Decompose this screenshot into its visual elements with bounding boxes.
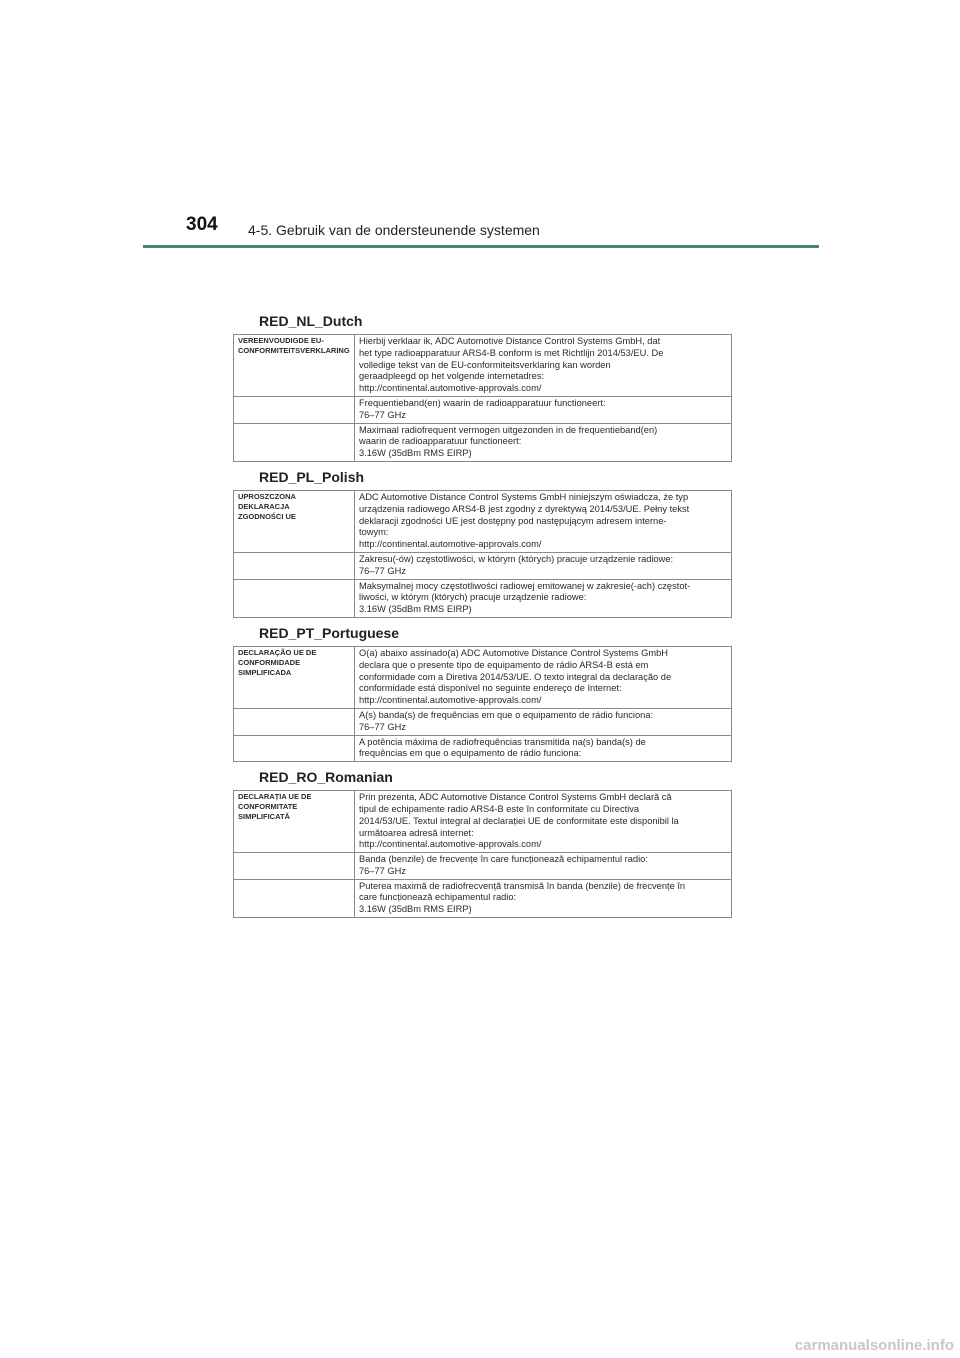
row-text-line: Frequentieband(en) waarin de radioapparatuur functioneert: (359, 397, 606, 408)
row-text-line: următoarea adresă internet: (359, 827, 474, 838)
row-text-cell (355, 879, 732, 917)
row-label-cell (234, 396, 355, 423)
row-label-line: DECLARAȚIA UE DE (238, 792, 312, 802)
row-text-line: 76–77 GHz (359, 409, 407, 420)
row-text-line: 76–77 GHz (359, 865, 407, 876)
table-row (234, 879, 732, 917)
row-text-cell (355, 490, 732, 552)
chapter-title: 4-5. Gebruik van de ondersteunende systemen (248, 222, 540, 238)
row-text-line: 76–77 GHz (359, 565, 407, 576)
row-text-line: deklaracji zgodności UE jest dostępny pod następującym adresem interne- (359, 515, 667, 526)
row-label-line: ZGODNOŚCI UE (238, 511, 296, 521)
row-label-line: CONFORMITATE (238, 802, 298, 812)
header-rule (143, 245, 819, 248)
row-text-line: urządzenia radiowego ARS4-B jest zgodny z dyrektywą 2014/53/UE. Pełny tekst (359, 503, 690, 514)
row-text-line: ADC Automotive Distance Control Systems GmbH niniejszym oświadcza, że typ (359, 491, 689, 502)
row-label-cell (234, 708, 355, 735)
declaration-section (226, 468, 736, 618)
row-text-line: http://continental.automotive-approvals.com/ (359, 539, 542, 550)
row-text-line: 76–77 GHz (359, 721, 407, 732)
row-text-line: http://continental.automotive-approvals.com/ (359, 695, 542, 706)
page-number: 304 (186, 214, 218, 235)
row-text-cell (355, 853, 732, 880)
row-label-cell (234, 335, 355, 397)
row-label-line: SIMPLIFICADA (238, 667, 292, 677)
row-text-line: care funcționează echipamentul radio: (359, 892, 517, 903)
table-row (234, 423, 732, 461)
row-text-cell (355, 735, 732, 762)
declaration-section (226, 312, 736, 462)
row-text-cell (355, 646, 732, 708)
watermark: carmanualsonline.info (794, 1337, 954, 1354)
row-label-line: UPROSZCZONA (238, 491, 296, 501)
row-text-line: 2014/53/UE. Textul integral al declarației UE de conformitate este disponibil la (359, 815, 679, 826)
row-text-line: A potência máxima de radiofrequências transmitida na(s) banda(s) de (359, 736, 646, 747)
row-text-cell (355, 579, 732, 617)
row-text-line: O(a) abaixo assinado(a) ADC Automotive Distance Control Systems GmbH (359, 647, 668, 658)
row-label-line: CONFORMITEITSVERKLARING (238, 346, 350, 355)
row-label-cell (234, 791, 355, 853)
row-text-line: het type radioapparatuur ARS4-B conform is met Richtlijn 2014/53/EU. De (359, 347, 664, 358)
row-text-line: A(s) banda(s) de frequências em que o equipamento de rádio funciona: (359, 709, 654, 720)
declaration-section (226, 624, 736, 762)
row-text-line: tipul de echipamente radio ARS4-B este în conformitate cu Directiva (359, 803, 640, 814)
table-row (234, 335, 732, 397)
row-text-line: geraadpleegd op het volgende internetadres: (359, 371, 545, 382)
row-text-line: towym: (359, 527, 389, 538)
row-text-line: 3.16W (35dBm RMS EIRP) (359, 448, 472, 459)
row-text-line: volledige tekst van de EU-conformiteitsverklaring kan worden (359, 359, 611, 370)
row-text-cell (355, 335, 732, 397)
row-label-line: SIMPLIFICATĂ (238, 812, 290, 822)
table-row (234, 735, 732, 762)
declaration-table (233, 790, 732, 918)
row-text-line: Prin prezenta, ADC Automotive Distance Control Systems GmbH declară că (359, 792, 672, 803)
row-text-line: Hierbij verklaar ik, ADC Automotive Distance Control Systems GmbH, dat (359, 336, 661, 346)
row-label-line: DECLARAÇÃO UE DE (238, 647, 317, 657)
declaration-table (233, 646, 732, 762)
row-text-line: liwości, w którym (których) pracuje urządzenie radiowe: (359, 592, 587, 603)
declaration-section (226, 768, 736, 918)
table-row (234, 791, 732, 853)
declarations-block (226, 312, 736, 924)
table-row (234, 708, 732, 735)
row-label-cell (234, 853, 355, 880)
row-text-line: waarin de radioapparatuur functioneert: (359, 436, 522, 447)
row-text-cell (355, 396, 732, 423)
row-text-line: Maksymalnej mocy częstotliwości radiowej emitowanej w zakresie(-ach) częstot- (359, 580, 691, 591)
row-label-line: CONFORMIDADE (238, 657, 301, 667)
row-text-cell (355, 708, 732, 735)
row-label-cell (234, 735, 355, 762)
row-text-line: 3.16W (35dBm RMS EIRP) (359, 604, 472, 615)
section-title: RED_RO_Romanian (259, 769, 393, 786)
row-text-line: Banda (benzile) de frecvențe în care funcționează echipamentul radio: (359, 854, 648, 865)
row-label-cell (234, 579, 355, 617)
row-label-line: VEREENVOUDIGDE EU- (238, 336, 324, 345)
section-title: RED_NL_Dutch (259, 313, 363, 329)
row-label-cell (234, 879, 355, 917)
row-text-line: http://continental.automotive-approvals.com/ (359, 839, 542, 850)
section-title: RED_PT_Portuguese (259, 624, 400, 641)
row-text-cell (355, 423, 732, 461)
row-text-cell (355, 552, 732, 579)
table-row (234, 552, 732, 579)
row-text-line: conformidade está disponível no seguinte endereço de Internet: (359, 683, 622, 694)
row-label-cell (234, 423, 355, 461)
table-row (234, 579, 732, 617)
section-title: RED_PL_Polish (259, 468, 365, 485)
row-label-cell (234, 490, 355, 552)
row-text-line: Puterea maximă de radiofrecvență transmisă în banda (benzile) de frecvențe în (359, 880, 686, 891)
table-row (234, 646, 732, 708)
table-row (234, 853, 732, 880)
row-label-line: DEKLARACJA (238, 501, 290, 511)
row-label-cell (234, 646, 355, 708)
row-text-line: 3.16W (35dBm RMS EIRP) (359, 904, 472, 915)
table-row (234, 396, 732, 423)
row-text-line: Zakresu(-ów) częstotliwości, w którym (których) pracuje urządzenie radiowe: (359, 553, 674, 564)
row-text-line: declara que o presente tipo de equipamento de rádio ARS4-B está em (359, 659, 649, 670)
row-text-line: conformidade com a Diretiva 2014/53/UE. O texto integral da declaração de (359, 671, 672, 682)
row-label-cell (234, 552, 355, 579)
declaration-table (233, 490, 732, 618)
row-text-line: Maximaal radiofrequent vermogen uitgezonden in de frequentieband(en) (359, 424, 658, 435)
table-row (234, 490, 732, 552)
row-text-cell (355, 791, 732, 853)
declaration-table (233, 334, 732, 462)
row-text-line: frequências em que o equipamento de rádio funciona: (359, 748, 582, 759)
row-text-line: http://continental.automotive-approvals.com/ (359, 383, 542, 394)
